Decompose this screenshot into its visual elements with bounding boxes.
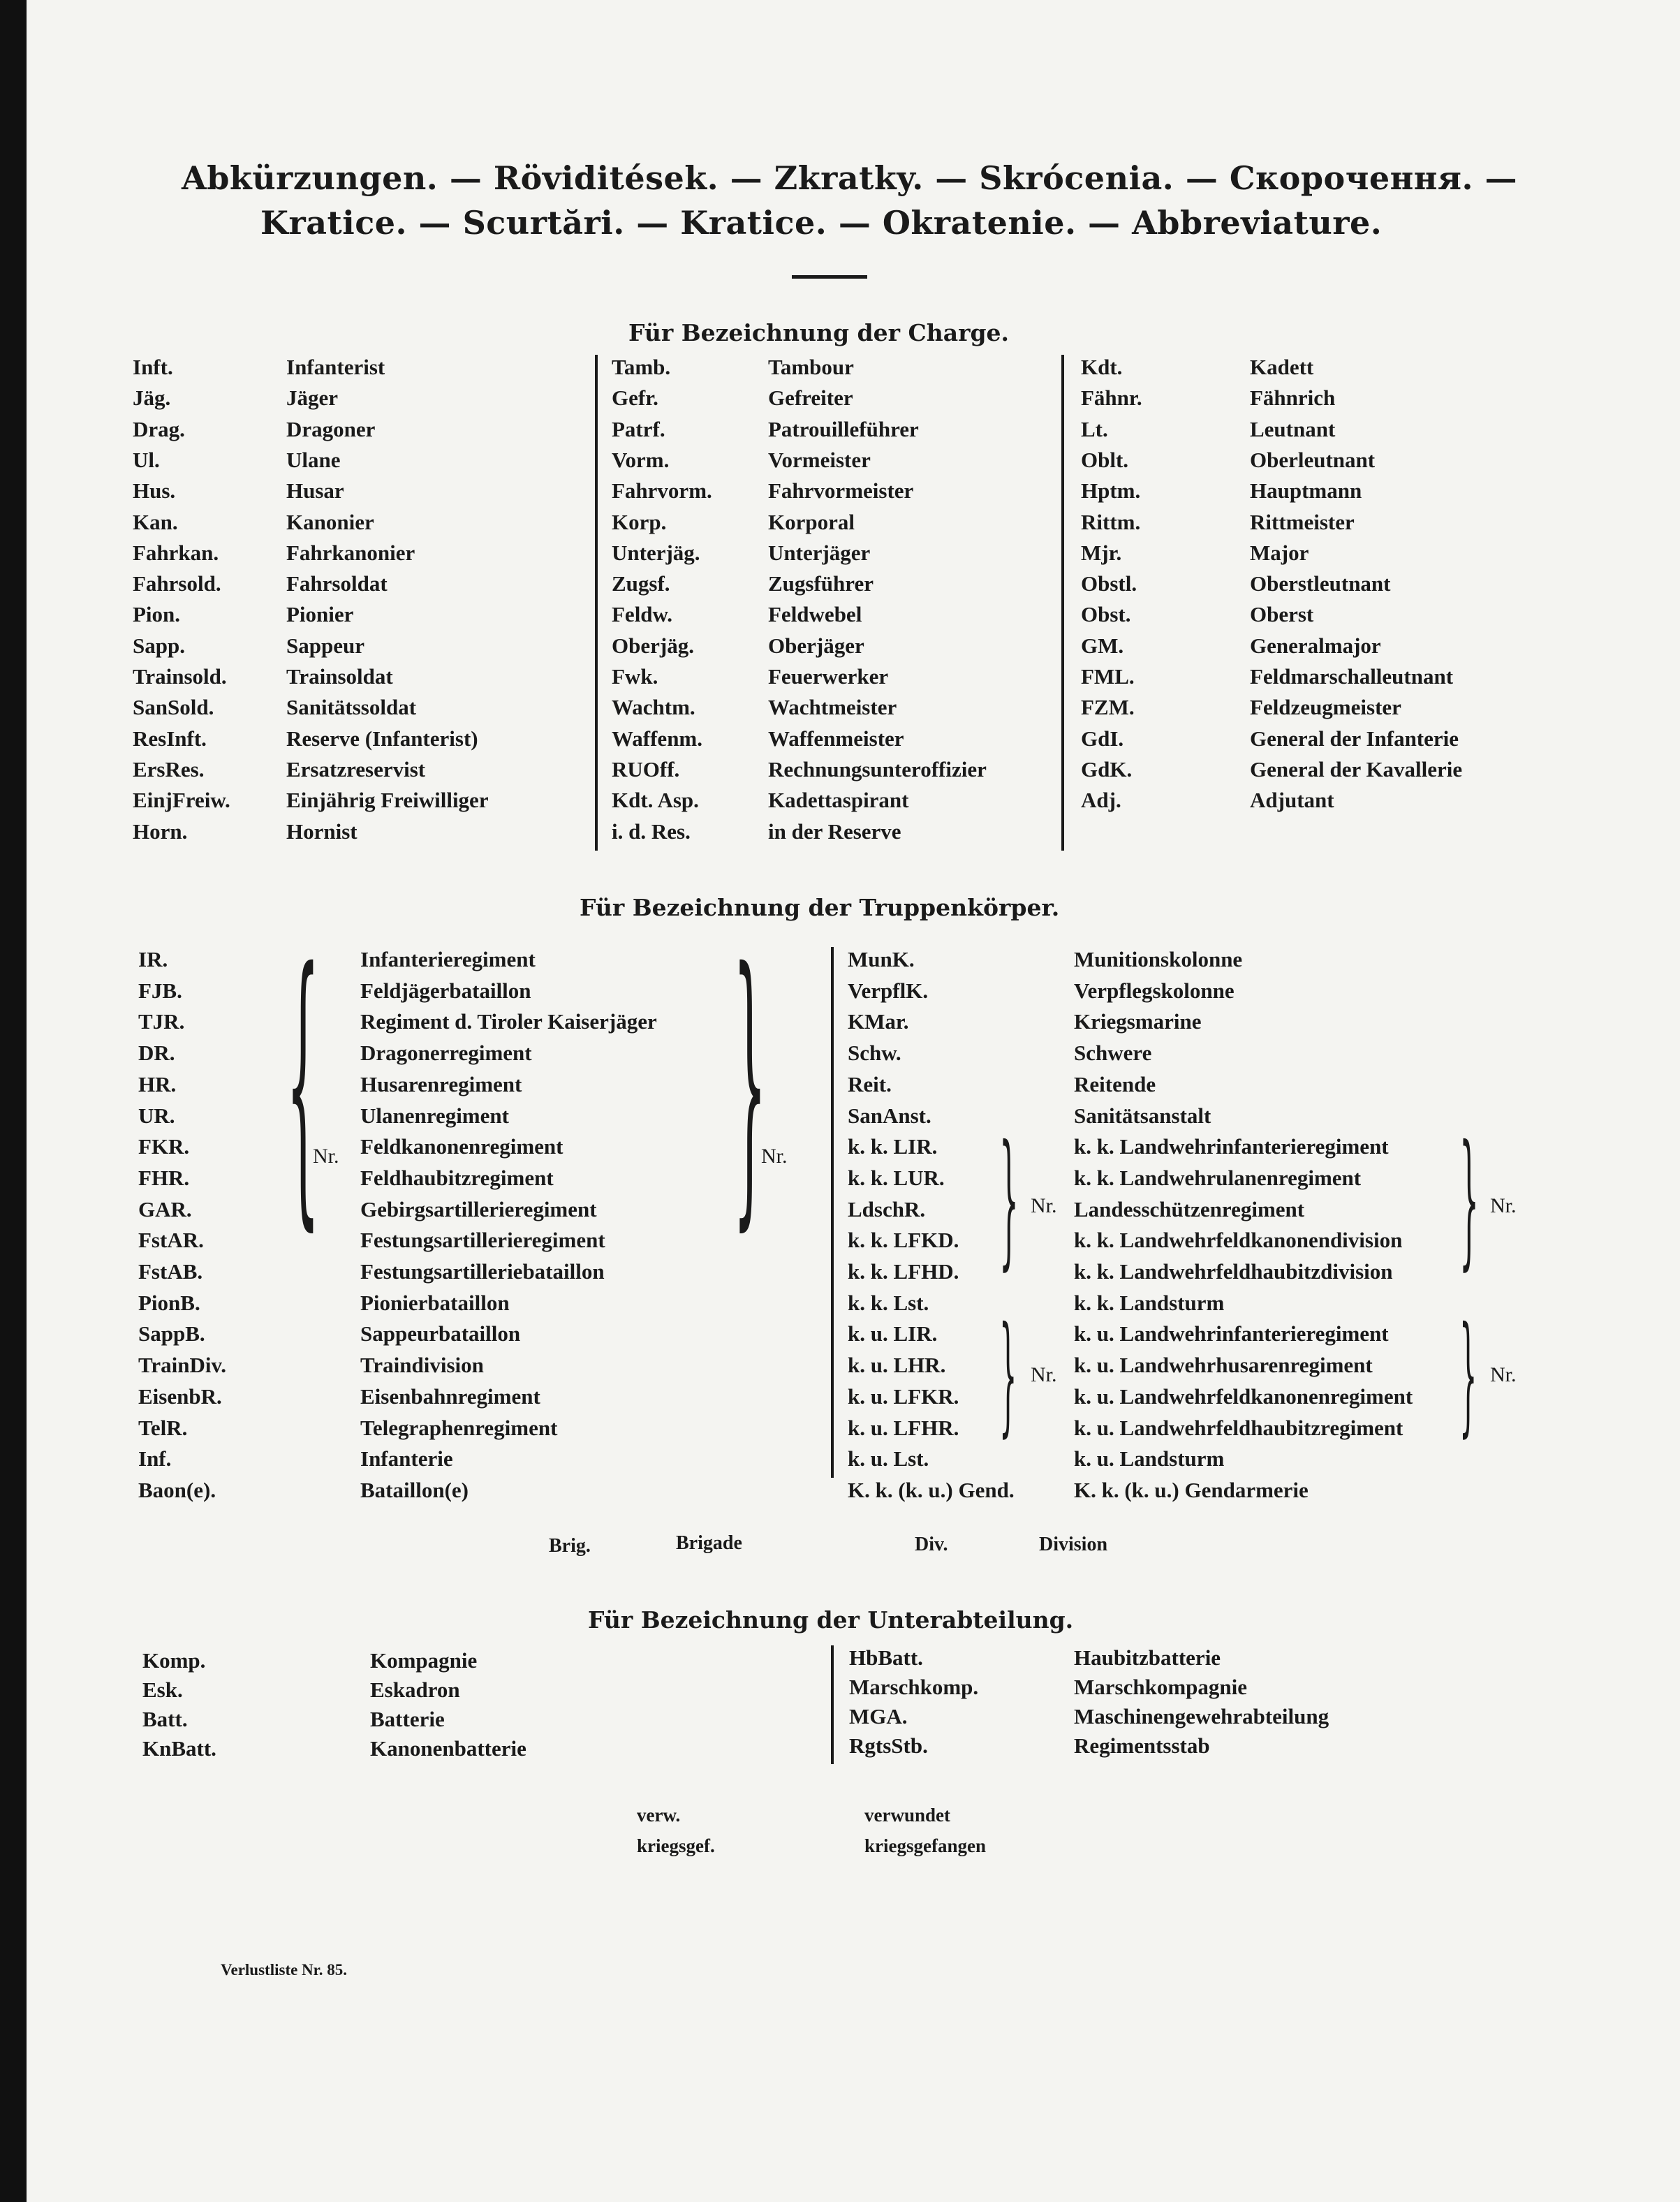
charge-col1-full: Fahrsoldat [286,571,388,596]
brig-full: Brigade [676,1532,742,1554]
charge-col1-full: Sanitätssoldat [286,695,417,720]
unter-right-abbr: Marschkomp. [849,1675,979,1699]
charge-divider-2 [1061,355,1064,851]
document-page [27,0,1680,2202]
truppen-left-abbr: HR. [138,1071,177,1096]
truppen-right-abbr: k. k. LFKD. [848,1228,959,1253]
truppen-right-abbr: Reit. [848,1071,892,1096]
charge-col2-full: Gefreiter [768,386,853,411]
charge-col1-abbr: SanSold. [133,695,214,720]
charge-col3-abbr: GdK. [1081,756,1133,781]
kgf-full: kriegsgefangen [864,1835,986,1856]
charge-col1-abbr: ErsRes. [133,756,205,781]
charge-col3-abbr: Fähnr. [1081,386,1142,411]
truppen-left-abbr: DR. [138,1041,175,1066]
truppen-right-abbr: k. k. LIR. [848,1134,938,1159]
nr-label-group-a-2: Nr. [1490,1194,1517,1217]
truppen-left-abbr: GAR. [138,1196,192,1221]
truppen-left-abbr: FKR. [138,1134,190,1159]
charge-col1-abbr: Fahrkan. [133,540,219,565]
charge-col2-full: in der Reserve [768,819,901,844]
title-line-1: Abkürzungen. — Röviditések. — Zkratky. — Skrócenia. — Скорочення. — [182,159,1517,197]
charge-divider-1 [595,355,598,851]
brace-mid: } [733,909,767,1255]
title-underline [792,275,867,279]
brace-group-b-right: } [1459,1298,1478,1450]
truppen-left-full: Feldjägerbataillon [360,978,531,1003]
charge-col2-abbr: Kdt. Asp. [612,788,699,813]
truppen-left-full: Festungsartillerieregiment [360,1228,605,1253]
charge-heading: Für Bezeichnung der Charge. [628,319,1010,346]
truppen-right-abbr: SanAnst. [848,1103,931,1128]
charge-col1-full: Sappeur [286,633,364,658]
unter-heading: Für Bezeichnung der Unterabteilung. [588,1606,1074,1634]
truppen-right-abbr: k. u. LFKR. [848,1383,959,1409]
charge-col1-full: Reserve (Infanterist) [286,726,478,751]
unter-left-abbr: Esk. [142,1678,183,1702]
truppen-heading: Für Bezeichnung der Truppenkörper. [580,894,1060,921]
charge-col3-full: General der Kavallerie [1250,756,1463,781]
truppen-left-full: Infanterieregiment [360,947,536,971]
charge-col3-abbr: Oblt. [1081,447,1129,472]
unter-left-abbr: Batt. [142,1707,188,1731]
charge-col1-full: Fahrkanonier [286,540,415,565]
truppen-left-abbr: FstAR. [138,1228,204,1253]
truppen-right-full: Schwere [1074,1041,1152,1066]
charge-col1-full: Ersatzreservist [286,756,426,781]
truppen-right-abbr: KMar. [848,1009,909,1034]
brace-group-a-right: } [1459,1113,1479,1284]
charge-col2-abbr: Fahrvorm. [612,478,712,504]
brace-group-b-left: } [999,1298,1017,1450]
charge-col2-full: Waffenmeister [768,726,904,751]
charge-col1-full: Trainsoldat [286,664,393,689]
truppen-left-abbr: PionB. [138,1290,200,1315]
charge-col3-full: Major [1250,540,1309,565]
charge-col2-abbr: i. d. Res. [612,819,691,844]
nr-label-left: Nr. [313,1145,339,1168]
truppen-right-full: k. k. Landwehrfeldhaubitzdivision [1074,1259,1393,1284]
charge-col1-full: Dragoner [286,416,376,441]
charge-col2-full: Zugsführer [768,571,874,596]
charge-col2-abbr: Patrf. [612,416,665,441]
truppen-right-full: Kriegsmarine [1074,1009,1202,1034]
truppen-left-full: Husarenregiment [360,1071,522,1096]
brace-group-a-left: } [999,1113,1019,1284]
charge-col1-full: Kanonier [286,509,374,534]
charge-col2-abbr: Unterjäg. [612,540,700,565]
charge-col3-full: Feldzeugmeister [1250,695,1401,720]
charge-col2-abbr: Korp. [612,509,667,534]
truppen-right-full: k. k. Landwehrulanenregiment [1074,1165,1362,1190]
footer-issue: Verlustliste Nr. 85. [221,1961,348,1979]
charge-col1-full: Einjährig Freiwilliger [286,788,489,813]
unter-right-full: Regimentsstab [1074,1733,1210,1758]
charge-col1-full: Ulane [286,447,341,472]
truppen-left-abbr: TrainDiv. [138,1353,227,1378]
unter-left-abbr: Komp. [142,1648,206,1673]
charge-col2-abbr: Gefr. [612,386,658,411]
truppen-right-full: k. u. Landwehrfeldkanonenregiment [1074,1383,1413,1409]
truppen-right-abbr: VerpflK. [848,978,929,1003]
truppen-left-abbr: Baon(e). [138,1477,216,1502]
charge-col2-full: Feuerwerker [768,664,889,689]
truppen-right-full: k. u. Landsturm [1074,1446,1225,1471]
charge-col3-abbr: FZM. [1081,695,1135,720]
nr-label-mid: Nr. [761,1145,788,1168]
truppen-right-abbr: Schw. [848,1041,901,1066]
truppen-left-abbr: FJB. [138,978,182,1003]
brig-abbr: Brig. [549,1535,591,1557]
charge-col2-abbr: Wachtm. [612,695,695,720]
charge-col1-full: Husar [286,478,344,504]
charge-col3-abbr: Obstl. [1081,571,1137,596]
charge-col3-full: Leutnant [1250,416,1336,441]
charge-col2-full: Kadettaspirant [768,788,909,813]
charge-col1-abbr: Drag. [133,416,185,441]
truppen-left-full: Feldkanonenregiment [360,1134,563,1159]
charge-col1-full: Infanterist [286,355,385,379]
charge-col3-abbr: FML. [1081,664,1135,689]
charge-col3-full: Hauptmann [1250,478,1362,504]
unter-right-full: Maschinengewehrabteilung [1074,1704,1329,1728]
unter-right-abbr: MGA. [849,1704,908,1728]
charge-col3-full: Feldmarschalleutnant [1250,664,1454,689]
unter-left-full: Kanonenbatterie [370,1736,526,1761]
charge-col3-abbr: Mjr. [1081,540,1122,565]
truppen-right-full: K. k. (k. u.) Gendarmerie [1074,1477,1309,1502]
unter-left-full: Batterie [370,1707,445,1731]
unter-right-abbr: RgtsStb. [849,1733,928,1758]
truppen-left-abbr: UR. [138,1103,175,1128]
truppen-left-full: Regiment d. Tiroler Kaiserjäger [360,1009,657,1034]
truppen-right-full: Landesschützenregiment [1074,1196,1305,1221]
charge-col3-abbr: GdI. [1081,726,1124,751]
unter-right-abbr: HbBatt. [849,1645,923,1670]
charge-col2-abbr: Feldw. [612,602,672,627]
charge-col1-full: Pionier [286,602,354,627]
charge-col1-abbr: EinjFreiw. [133,788,230,813]
truppen-right-abbr: LdschR. [848,1196,926,1221]
truppen-right-abbr: k. k. LUR. [848,1165,945,1190]
charge-col1-abbr: Ul. [133,447,160,472]
truppen-left-full: Infanterie [360,1446,453,1471]
charge-col1-full: Hornist [286,819,358,844]
charge-col2-abbr: Oberjäg. [612,633,694,658]
truppen-left-full: Festungsartilleriebataillon [360,1259,605,1284]
unter-left-full: Kompagnie [370,1648,478,1673]
truppen-divider [831,947,834,1478]
unter-divider [831,1645,834,1764]
charge-col3-abbr: Lt. [1081,416,1108,441]
charge-col1-abbr: Sapp. [133,633,185,658]
truppen-right-full: k. k. Landsturm [1074,1290,1225,1315]
charge-col2-full: Korporal [768,509,855,534]
truppen-right-full: Munitionskolonne [1074,947,1243,971]
unter-right-full: Haubitzbatterie [1074,1645,1221,1670]
truppen-right-full: Sanitätsanstalt [1074,1103,1211,1128]
charge-col1-abbr: Horn. [133,819,188,844]
charge-col3-abbr: Adj. [1081,788,1121,813]
truppen-right-full: k. u. Landwehrinfanterieregiment [1074,1321,1389,1346]
charge-col3-full: Adjutant [1250,788,1334,813]
charge-col3-abbr: Kdt. [1081,355,1123,379]
truppen-right-abbr: MunK. [848,947,915,971]
charge-col1-abbr: Pion. [133,602,181,627]
truppen-left-full: Bataillon(e) [360,1477,469,1502]
truppen-left-full: Ulanenregiment [360,1103,509,1128]
truppen-right-full: k. u. Landwehrhusarenregiment [1074,1353,1373,1378]
charge-col3-abbr: Rittm. [1081,509,1141,534]
truppen-left-full: Feldhaubitzregiment [360,1165,554,1190]
truppen-left-full: Gebirgsartillerieregiment [360,1196,597,1221]
truppen-left-abbr: FHR. [138,1165,190,1190]
charge-col2-abbr: Fwk. [612,664,658,689]
truppen-right-abbr: k. k. LFHD. [848,1259,959,1284]
truppen-left-full: Sappeurbataillon [360,1321,521,1346]
nr-label-group-b-2: Nr. [1490,1363,1517,1386]
truppen-left-full: Traindivision [360,1353,484,1378]
charge-col1-abbr: Inft. [133,355,173,379]
charge-col1-abbr: ResInft. [133,726,207,751]
truppen-left-full: Telegraphenregiment [360,1415,558,1440]
charge-col2-abbr: Vorm. [612,447,670,472]
nr-label-group-a-1: Nr. [1031,1194,1057,1217]
charge-col2-full: Patrouilleführer [768,416,919,441]
charge-col2-abbr: Waffenm. [612,726,703,751]
charge-col2-full: Tambour [768,355,854,379]
charge-col2-full: Wachtmeister [768,695,897,720]
charge-col3-full: Oberstleutnant [1250,571,1391,596]
charge-col1-abbr: Hus. [133,478,176,504]
div-full: Division [1039,1534,1108,1555]
title-line-2: Kratice. — Scurtări. — Kratice. — Okratenie. — Abbreviature. [260,204,1383,242]
truppen-right-full: k. k. Landwehrinfanterieregiment [1074,1134,1389,1159]
charge-col3-abbr: GM. [1081,633,1124,658]
unter-left-abbr: KnBatt. [142,1736,216,1761]
truppen-left-abbr: Inf. [138,1446,172,1471]
truppen-left-full: Pionierbataillon [360,1290,510,1315]
truppen-right-abbr: k. k. Lst. [848,1290,929,1315]
verw-full: verwundet [864,1805,950,1826]
charge-col3-full: Fähnrich [1250,386,1336,411]
charge-col1-abbr: Kan. [133,509,178,534]
truppen-left-abbr: TelR. [138,1415,188,1440]
truppen-right-full: Verpflegskolonne [1074,978,1235,1003]
charge-col2-abbr: RUOff. [612,756,680,781]
truppen-right-abbr: k. u. LIR. [848,1321,938,1346]
truppen-right-abbr: k. u. Lst. [848,1446,929,1471]
charge-col3-full: Oberleutnant [1250,447,1376,472]
nr-label-group-b-1: Nr. [1031,1363,1057,1386]
truppen-left-abbr: FstAB. [138,1259,203,1284]
verw-abbr: verw. [637,1805,681,1826]
charge-col3-full: Oberst [1250,602,1314,627]
charge-col2-full: Vormeister [768,447,871,472]
truppen-right-abbr: k. u. LHR. [848,1353,946,1378]
charge-col2-abbr: Tamb. [612,355,671,379]
truppen-left-full: Eisenbahnregiment [360,1383,540,1409]
div-abbr: Div. [915,1534,948,1555]
charge-col3-abbr: Obst. [1081,602,1131,627]
truppen-left-abbr: EisenbR. [138,1383,222,1409]
truppen-left-abbr: IR. [138,947,168,971]
charge-col2-full: Unterjäger [768,540,871,565]
charge-col1-abbr: Fahrsold. [133,571,221,596]
charge-col1-abbr: Trainsold. [133,664,227,689]
truppen-right-abbr: K. k. (k. u.) Gend. [848,1477,1015,1502]
truppen-right-full: Reitende [1074,1071,1156,1096]
truppen-right-full: k. u. Landwehrfeldhaubitzregiment [1074,1415,1403,1440]
charge-col3-full: Generalmajor [1250,633,1381,658]
truppen-left-abbr: TJR. [138,1009,185,1034]
charge-col2-abbr: Zugsf. [612,571,670,596]
kgf-abbr: kriegsgef. [637,1835,715,1856]
charge-col3-full: General der Infanterie [1250,726,1459,751]
charge-col2-full: Rechnungsunteroffizier [768,756,987,781]
charge-col2-full: Oberjäger [768,633,864,658]
charge-col2-full: Fahrvormeister [768,478,914,504]
charge-col3-full: Kadett [1250,355,1314,379]
charge-col2-full: Feldwebel [768,602,862,627]
charge-col3-full: Rittmeister [1250,509,1355,534]
unter-right-full: Marschkompagnie [1074,1675,1247,1699]
truppen-left-abbr: SappB. [138,1321,205,1346]
truppen-right-full: k. k. Landwehrfeldkanonendivision [1074,1228,1403,1253]
charge-col1-full: Jäger [286,386,339,411]
brace-left: { [286,909,320,1255]
unter-left-full: Eskadron [370,1678,460,1702]
charge-col1-abbr: Jäg. [133,386,171,411]
charge-col3-abbr: Hptm. [1081,478,1141,504]
truppen-right-abbr: k. u. LFHR. [848,1415,959,1440]
truppen-left-full: Dragonerregiment [360,1041,532,1066]
